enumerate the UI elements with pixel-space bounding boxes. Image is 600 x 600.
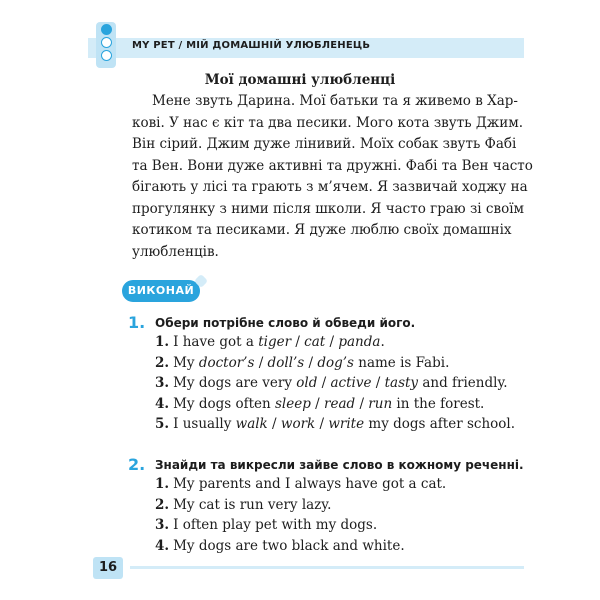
list-item: 5. I usually walk / work / write my dogs after school. xyxy=(155,416,516,432)
reading-line: кові. У нас є кіт та два песики. Мого кота звуть Джим. xyxy=(132,114,524,131)
reading-line: Мене звуть Дарина. Мої батьки та я живемо в Хар- xyxy=(152,93,518,109)
list-item[interactable]: 2. My cat is run very lazy. xyxy=(155,496,332,513)
reading-title: Мої домашні улюбленці xyxy=(204,72,396,88)
word-option[interactable]: dog’s xyxy=(317,354,354,371)
task1-list xyxy=(155,332,515,435)
task-number: 1. xyxy=(128,313,146,332)
task-title: Знайди та викресли зайве слово в кожному реченні. xyxy=(155,458,524,472)
task2-list xyxy=(155,474,446,556)
list-item[interactable]: 3. I often play pet with my dogs. xyxy=(155,517,378,533)
word-option[interactable]: tasty xyxy=(384,375,419,391)
list-item: 4. My dogs often sleep / read / run in the forest. xyxy=(155,395,485,412)
word-option[interactable]: read xyxy=(324,395,356,412)
reading-text xyxy=(132,91,533,263)
dot-icon-filled xyxy=(101,24,112,35)
word-option[interactable]: run xyxy=(368,395,393,412)
list-item[interactable]: 1. My parents and I always have got a cat. xyxy=(155,476,447,492)
word-option[interactable]: walk xyxy=(235,416,268,432)
task-title: Обери потрібне слово й обведи його. xyxy=(155,316,416,330)
word-option[interactable]: doctor’s xyxy=(198,354,255,371)
list-item: 3. My dogs are very old / active / tasty and friendly. xyxy=(155,375,508,391)
dot-icon-empty xyxy=(101,37,112,48)
footer-band xyxy=(130,566,524,569)
reading-line: Він сірий. Джим дуже лінивий. Моїх собак звуть Фабі xyxy=(132,136,517,152)
header-title: MY PET / МІЙ ДОМАШНІЙ УЛЮБЛЕНЕЦЬ xyxy=(132,40,371,51)
word-option[interactable]: write xyxy=(328,416,365,432)
word-option[interactable]: active xyxy=(330,375,372,391)
section-badge: ВИКОНАЙ xyxy=(122,280,200,302)
dot-icon-empty xyxy=(101,50,112,61)
list-item[interactable]: 4. My dogs are two black and white. xyxy=(155,537,405,554)
word-option[interactable]: old xyxy=(296,375,318,391)
page-number: 16 xyxy=(93,557,123,579)
reading-line: прогулянку з ними після школи. Я часто граю зі своїм xyxy=(132,200,525,217)
word-option[interactable]: work xyxy=(280,416,316,432)
list-item: 2. My doctor’s / doll’s / dog’s name is Fabi. xyxy=(155,354,450,371)
reading-line: котиком та песиками. Я дуже люблю своїх домашніх xyxy=(132,222,512,238)
progress-dots xyxy=(96,24,116,63)
word-option[interactable]: doll’s xyxy=(267,354,305,371)
word-option[interactable]: cat xyxy=(304,334,326,350)
reading-line: улюбленців. xyxy=(132,243,219,260)
list-item: 1. I have got a tiger / cat / panda. xyxy=(155,334,385,350)
word-option[interactable]: sleep xyxy=(275,395,311,412)
task-number: 2. xyxy=(128,455,146,474)
word-option[interactable]: panda xyxy=(338,334,381,350)
reading-line: та Вен. Вони дуже активні та дружні. Фабі та Вен часто xyxy=(132,157,533,174)
word-option[interactable]: tiger xyxy=(258,334,292,350)
reading-line: бігають у лісі та грають з м’ячем. Я зазвичай ходжу на xyxy=(132,179,528,195)
